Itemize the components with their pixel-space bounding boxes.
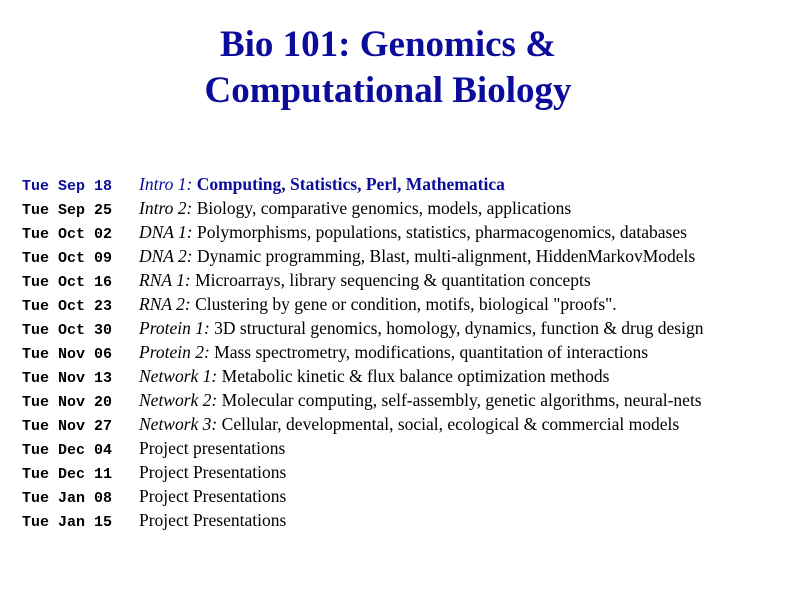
page-title	[0, 22, 776, 114]
schedule-topic: RNA 1:	[139, 270, 191, 290]
schedule-date: Tue Dec 04	[22, 442, 113, 459]
schedule-date: Tue Nov 20	[22, 394, 113, 411]
schedule-description: Dynamic programming, Blast, multi-alignment, HiddenMarkovModels	[197, 246, 696, 266]
schedule-topic: RNA 2:	[139, 294, 191, 314]
schedule-topic: Network 2:	[139, 390, 218, 410]
schedule-date: Tue Oct 09	[22, 250, 113, 267]
schedule-date: Tue Jan 08	[22, 490, 113, 507]
schedule-description: Clustering by gene or condition, motifs, biological "proofs".	[195, 294, 617, 314]
schedule-topic: Network 3:	[139, 414, 218, 434]
schedule-topic: Protein 1:	[139, 318, 210, 338]
schedule-list	[22, 172, 796, 532]
schedule-row	[22, 340, 796, 364]
schedule-topic: DNA 1:	[139, 222, 193, 242]
schedule-date: Tue Nov 13	[22, 370, 113, 387]
schedule-description: Project presentations	[139, 438, 286, 458]
schedule-topic: Protein 2:	[139, 342, 210, 362]
schedule-description: Computing, Statistics, Perl, Mathematica	[196, 174, 505, 194]
schedule-description: Polymorphisms, populations, statistics, pharmacogenomics, databases	[197, 222, 687, 242]
schedule-row	[22, 316, 796, 340]
schedule-row	[22, 244, 796, 268]
schedule-row	[22, 460, 796, 484]
schedule-row	[22, 172, 796, 196]
schedule-row	[22, 292, 796, 316]
schedule-date: Tue Oct 16	[22, 274, 113, 291]
schedule-description: Cellular, developmental, social, ecological & commercial models	[221, 414, 680, 434]
schedule-description: 3D structural genomics, homology, dynamics, function & drug design	[214, 318, 704, 338]
schedule-row	[22, 508, 796, 532]
schedule-row	[22, 412, 796, 436]
schedule-row	[22, 364, 796, 388]
schedule-row	[22, 484, 796, 508]
schedule-description: Project Presentations	[139, 462, 287, 482]
schedule-row	[22, 436, 796, 460]
schedule-date: Tue Jan 15	[22, 514, 113, 531]
schedule-description: Mass spectrometry, modifications, quantitation of interactions	[214, 342, 649, 362]
page-title-line-1: Bio 101: Genomics &	[219, 24, 557, 65]
schedule-row	[22, 268, 796, 292]
schedule-date: Tue Sep 25	[22, 202, 113, 219]
schedule-topic: Intro 2:	[139, 198, 193, 218]
schedule-date: Tue Sep 18	[22, 178, 113, 195]
schedule-date: Tue Oct 02	[22, 226, 113, 243]
page-title-line-2: Computational Biology	[204, 70, 572, 111]
schedule-row	[22, 196, 796, 220]
schedule-topic: Intro 1:	[139, 174, 193, 194]
schedule-row	[22, 388, 796, 412]
schedule-description: Microarrays, library sequencing & quantitation concepts	[195, 270, 591, 290]
schedule-date: Tue Dec 11	[22, 466, 113, 483]
schedule-description: Project Presentations	[139, 486, 287, 506]
schedule-date: Tue Nov 06	[22, 346, 113, 363]
schedule-date: Tue Oct 30	[22, 322, 113, 339]
schedule-topic: Network 1:	[139, 366, 218, 386]
schedule-description: Metabolic kinetic & flux balance optimization methods	[221, 366, 610, 386]
schedule-topic: DNA 2:	[139, 246, 193, 266]
schedule-date: Tue Oct 23	[22, 298, 113, 315]
schedule-description: Project Presentations	[139, 510, 287, 530]
schedule-description: Biology, comparative genomics, models, applications	[196, 198, 572, 218]
schedule-row	[22, 220, 796, 244]
schedule-date: Tue Nov 27	[22, 418, 113, 435]
schedule-description: Molecular computing, self-assembly, genetic algorithms, neural-nets	[221, 390, 702, 410]
